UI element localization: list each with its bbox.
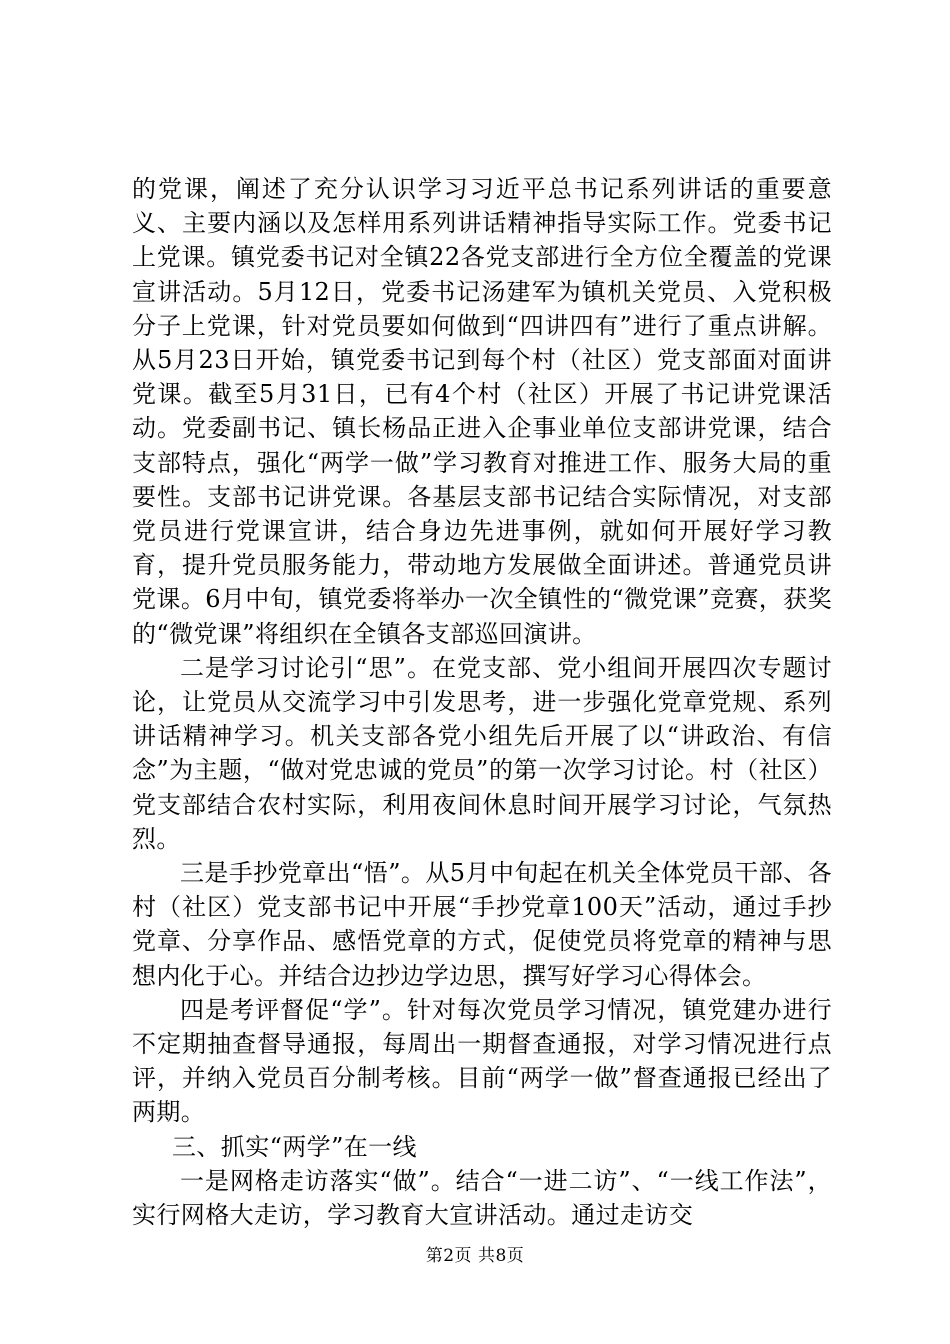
paragraph-continuation: 的党课，阐述了充分认识学习习近平总书记系列讲话的重要意义、主要内涵以及怎样用系列讲话精神指导实际工作。党委书记上党课。镇党委书记对全镇22各党支部进行全方位全覆盖的党课宣讲活动。5月12日，党委书记汤建军为镇机关党员、入党积极分子上党课，针对党员要如何做到“四讲四有”进行了重点讲解。从5月23日开始，镇党委书记到每个村（社区）党支部面对面讲党课。截至5月31日，已有4个村（社区）开展了书记讲党课活动。党委副书记、镇长杨品正进入企事业单位支部讲党课，结合支部特点，强化“两学一做”学习教育对推进工作、服务大局的重要性。支部书记讲党课。各基层支部书记结合实际情况，对支部党员进行党课宣讲，结合身边先进事例，就如何开展好学习教育，提升党员服务能力，带动地方发展做全面讲述。普通党员讲党课。6月中旬，镇党委将举办一次全镇性的“微党课”竞赛，获奖的“微党课”将组织在全镇各支部巡回演讲。 bbox=[132, 175, 832, 648]
paragraph-evaluation: 四是考评督促“学”。针对每次党员学习情况，镇党建办进行不定期抽查督导通报，每周出一期督查通报，对学习情况进行点评，并纳入党员百分制考核。目前“两学一做”督查通报已经出了两期。 bbox=[132, 995, 832, 1127]
page-footer bbox=[0, 1241, 950, 1266]
paragraph-hand-copy-charter: 三是手抄党章出“悟”。从5月中旬起在机关全体党员干部、各村（社区）党支部书记中开展“手抄党章100天”活动，通过手抄党章、分享作品、感悟党章的方式，促使党员将党章的精神与思想内化于心。并结合边抄边学边思，撰写好学习心得体会。 bbox=[132, 859, 832, 990]
paragraph-study-discussion: 二是学习讨论引“思”。在党支部、党小组间开展四次专题讨论，让党员从交流学习中引发思考，进一步强化党章党规、系列讲话精神学习。机关支部各党小组先后开展了以“讲政治、有信念”为主题，“做对党忠诚的党员”的第一次学习讨论。村（社区）党支部结合农村实际，利用夜间休息时间开展学习讨论，气氛热烈。 bbox=[132, 653, 832, 853]
document-body bbox=[132, 172, 832, 1232]
section-heading: 三、抓实“两学”在一线 bbox=[172, 1132, 417, 1161]
page-number-label: 第2页 共8页 bbox=[425, 1246, 525, 1266]
paragraph-grid-visit: 一是网格走访落实“做”。结合“一进二访”、“一线工作法”，实行网格大走访，学习教育大宣讲活动。通过走访交 bbox=[132, 1166, 832, 1230]
